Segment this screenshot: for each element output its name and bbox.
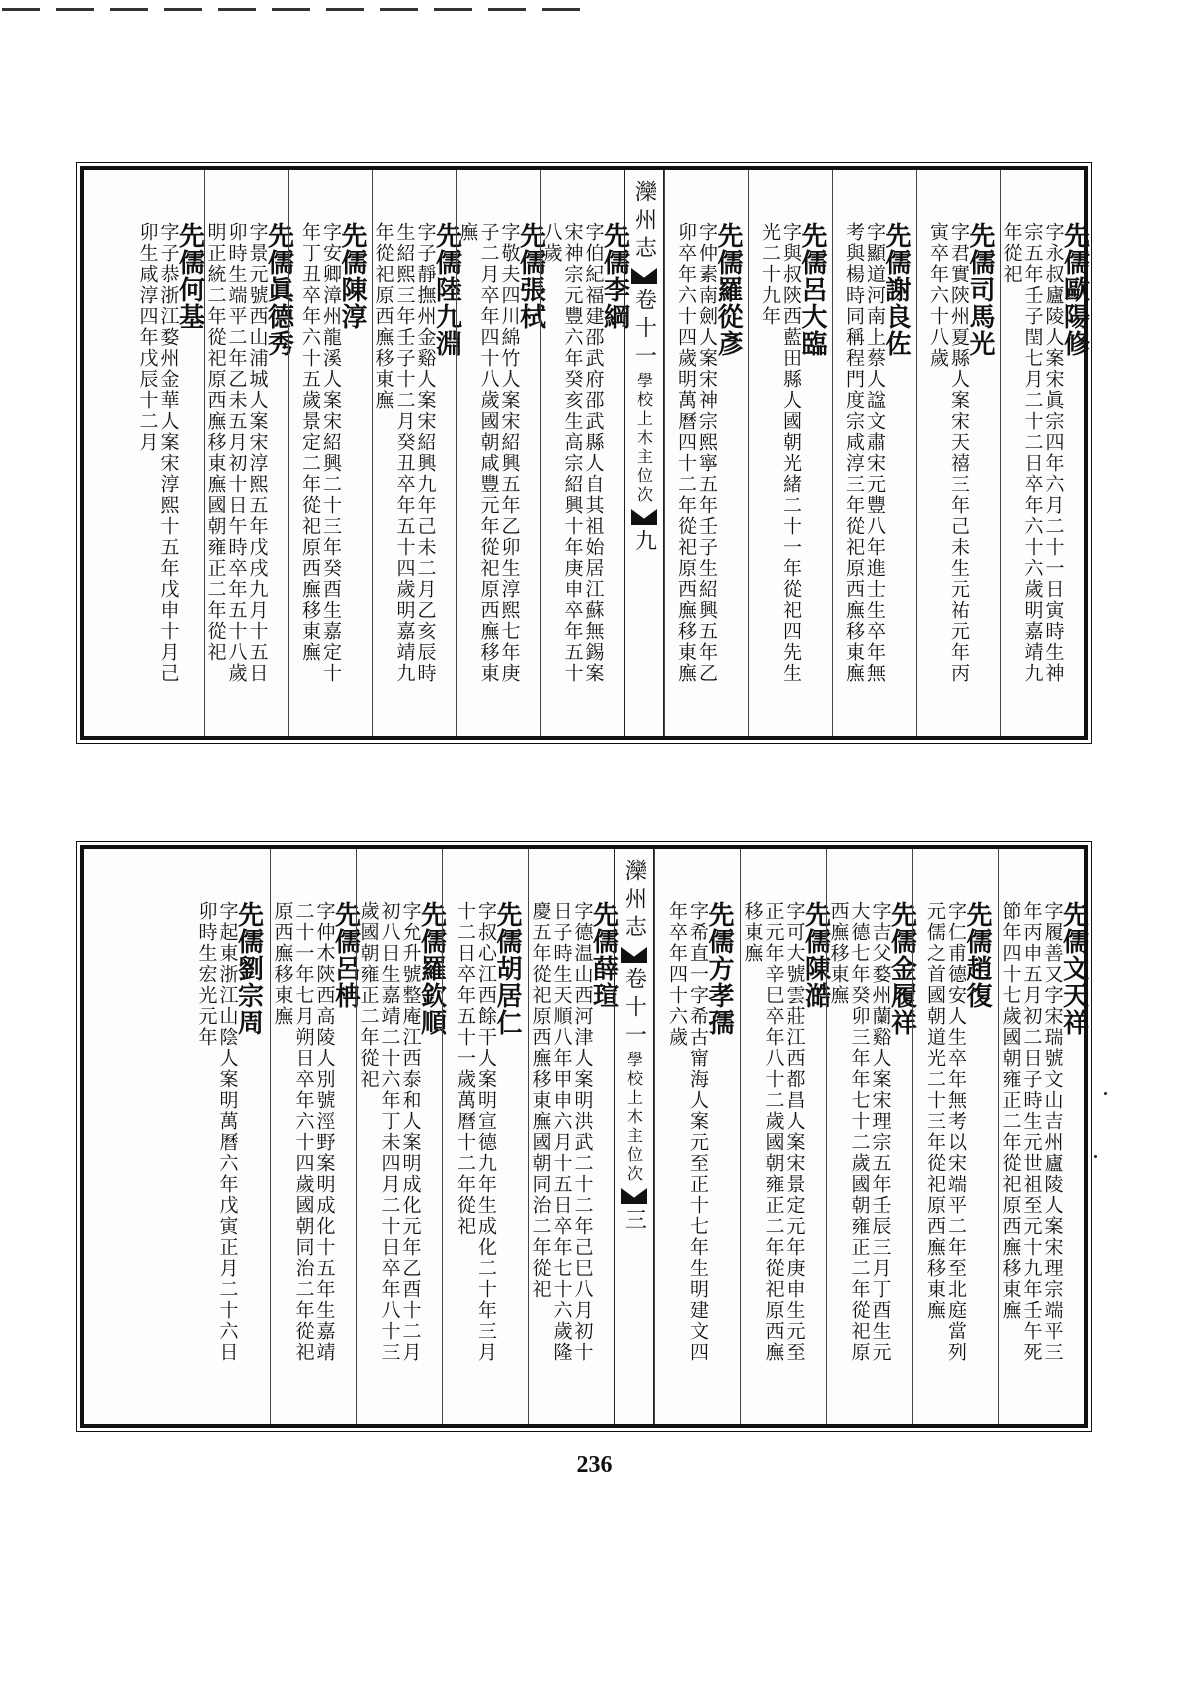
entry-name: 先儒胡居仁 <box>492 901 522 1036</box>
entry-note: 字仁甫德安人生卒年無考以宋端平二年至北庭當列元儒之首國朝道光二十三年從祀原西廡移東廡 <box>924 901 967 1363</box>
entry-note: 字履善又字宋瑞號文山吉州廬陵人案宋理宗端平三年丙申五月初二日子時生元世祖至元十九年壬午死節年四十七歲國朝雍正二年從祀原西廡移東廡 <box>999 901 1064 1363</box>
entry-note: 字永叔廬陵人案宋眞宗四年六月二十一日寅時生神宗五年壬子閏七月二十二日卒年六十六歲明嘉靖九年從祀 <box>1000 222 1065 684</box>
dash <box>272 8 310 11</box>
entry-name: 先儒方孝孺 <box>704 901 734 1036</box>
entry-name: 先儒薛瑄 <box>588 901 619 1009</box>
dash <box>56 8 94 11</box>
volume-label: 卷十一 <box>631 288 657 372</box>
entry-column <box>204 170 294 736</box>
subsection-label: 木主位次 <box>624 1108 644 1184</box>
dash <box>218 8 256 11</box>
center-spine <box>624 170 664 736</box>
entry-note: 字希直一字希古甯海人案元至正十七年生明建文四年卒年四十六歲 <box>666 901 709 1363</box>
entry-column <box>270 849 361 1424</box>
entry-note: 字伯紀福建邵武府邵武縣人自其祖始居江蘇無錫案宋神宗元豐六年癸亥生高宗紹興十年庚申卒年五十八歲 <box>540 222 605 684</box>
header-dash-rule <box>0 8 620 14</box>
entry-name: 先儒陸九淵 <box>431 222 462 357</box>
entry-name: 先儒李綱 <box>599 222 630 330</box>
entry-name: 先儒呂大臨 <box>797 222 827 357</box>
upper-page-panel <box>80 166 1088 740</box>
entry-name: 先儒張栻 <box>515 222 546 330</box>
fishtail-mark <box>631 268 657 284</box>
entry-column <box>184 849 270 1424</box>
book-title: 灤州志 <box>631 180 657 264</box>
entry-name: 先儒謝良佐 <box>881 222 911 357</box>
entry-name: 先儒劉宗周 <box>233 901 264 1036</box>
dash <box>542 8 580 11</box>
entry-column <box>372 170 462 736</box>
entry-note: 字顯道河南上蔡人諡文肅宋元豐八年進士生卒年無考與楊時同稱程門度宗咸淳三年從祀原西廡移東廡 <box>843 222 886 684</box>
scan-speck <box>1094 1155 1097 1158</box>
entry-name: 先儒司馬光 <box>965 222 995 357</box>
entry-name: 先儒陳澔 <box>800 901 831 1009</box>
entry-column <box>912 849 998 1424</box>
entry-column <box>916 170 1000 736</box>
entry-column <box>132 170 204 736</box>
entry-column <box>664 170 748 736</box>
entry-note: 字子恭浙江婺州金華人案宋淳熙十五年戊申十月己卯生咸淳四年戊辰十二月 <box>136 222 180 684</box>
entry-note: 字子靜撫州金谿人案宋紹興九年己未二月乙亥辰時生紹熙三年壬子十二月癸丑卒年五十四歲明嘉靖九年從祀原西廡移東廡 <box>372 222 437 684</box>
entry-name: 先儒羅欽順 <box>416 901 447 1036</box>
entry-note: 字德温山西河津人案明洪武二十二年己巳八月初十日子時生天順八年甲申六月十五日卒年七十六歲隆慶五年從祀原西廡移東廡國朝同治二年從祀 <box>529 901 594 1363</box>
entry-note: 字敬夫四川綿竹人案宋紹興五年乙卯生淳熙七年庚子二月卒年四十八歲國朝咸豐元年從祀原西廡移東廡 <box>456 222 521 684</box>
entry-column <box>998 849 1089 1424</box>
dash <box>164 8 202 11</box>
dash <box>326 8 364 11</box>
scan-speck <box>1104 1092 1107 1095</box>
lower-page-panel <box>80 845 1088 1428</box>
dash <box>380 8 418 11</box>
center-spine <box>614 849 654 1424</box>
fishtail-mark <box>621 1188 647 1204</box>
entry-name: 先儒陳淳 <box>337 222 367 330</box>
entry-name: 先儒何基 <box>174 222 205 330</box>
entry-column <box>528 849 619 1424</box>
entry-column <box>456 170 546 736</box>
entry-note: 字君實陝州夏縣人案宋天禧三年己未生元祐元年丙寅卒年六十八歲 <box>927 222 970 684</box>
entry-note: 字叔心江西餘干人案明宣德九年生成化二十年三月十二日卒年五十一歲萬曆十二年從祀 <box>454 901 497 1363</box>
entry-column <box>654 849 740 1424</box>
subsection-label: 木主位次 <box>634 429 654 505</box>
page-number: 236 <box>576 1452 613 1478</box>
entry-name: 先儒羅從彥 <box>713 222 743 357</box>
entry-column <box>748 170 832 736</box>
section-label: 學校上 <box>624 1051 644 1108</box>
entry-column <box>826 849 917 1424</box>
book-title: 灤州志 <box>621 859 647 943</box>
entry-column <box>442 849 528 1424</box>
dash <box>434 8 472 11</box>
folio-number: 九 <box>631 529 657 557</box>
entry-column <box>288 170 372 736</box>
entry-column <box>540 170 630 736</box>
entry-note: 字吉父婺州蘭谿人案宋理宗五年壬辰三月丁酉生元大德七年癸卯三年年七十二歲國朝雍正二年從祀原西廡移東廡 <box>827 901 892 1363</box>
entry-name: 先儒呂柟 <box>330 901 361 1009</box>
volume-label: 卷十一 <box>621 967 647 1051</box>
entry-column <box>832 170 916 736</box>
entry-name: 先儒眞德秀 <box>263 222 294 357</box>
dash <box>2 8 40 11</box>
dash <box>110 8 148 11</box>
entry-note: 字仲素南劍人案宋神宗熙寧五年壬子生紹興五年乙卯卒年六十四歲明萬曆四十二年從祀原西廡移東廡 <box>675 222 718 684</box>
entry-column <box>740 849 831 1424</box>
entry-column <box>356 849 447 1424</box>
folio-number: 三 <box>621 1208 647 1236</box>
entry-column <box>1000 170 1090 736</box>
entry-name: 先儒文天祥 <box>1058 901 1089 1036</box>
entry-note: 字仲木陝西高陵人別號涇野案明成化十五年生嘉靖二十一年七月朔日卒年六十四歲國朝同治二年從祀原西廡移東廡 <box>271 901 336 1363</box>
entry-note: 字景元號西山浦城人案宋淳熙五年戊戌九月十五日卯時生端平二年乙未五月初十日午時卒年五十八歲明正統二年從祀原西廡移東廡國朝雍正二年從祀 <box>204 222 269 684</box>
fishtail-mark <box>621 947 647 963</box>
entry-note: 字可大號雲莊江西都昌人案宋景定元年庚申生元至正元年辛巳卒年八十二歲國朝雍正二年從祀原西廡移東廡 <box>741 901 806 1363</box>
entry-note: 字與叔陝西藍田縣人國朝光緒二十一年從祀四先生光二十九年 <box>759 222 802 684</box>
entry-note: 字安卿漳州龍溪人案宋紹興二十三年癸酉生嘉定十年丁丑卒年六十五歲景定二年從祀原西廡移東廡 <box>299 222 342 684</box>
entry-note: 字起東浙江山陰人案明萬曆六年戊寅正月二十六日卯時生宏光元年 <box>195 901 239 1363</box>
entry-name: 先儒金履祥 <box>886 901 917 1036</box>
fishtail-mark <box>631 509 657 525</box>
entry-name: 先儒趙復 <box>962 901 992 1009</box>
dash <box>488 8 526 11</box>
entry-name: 先儒歐陽修 <box>1059 222 1090 357</box>
entry-note: 字允升號整庵江西泰和人案明成化元年乙酉十二月初八日生嘉靖二十六年丁未四月二十日卒年八十三歲國朝雍正二年從祀 <box>357 901 422 1363</box>
section-label: 學校上 <box>634 372 654 429</box>
